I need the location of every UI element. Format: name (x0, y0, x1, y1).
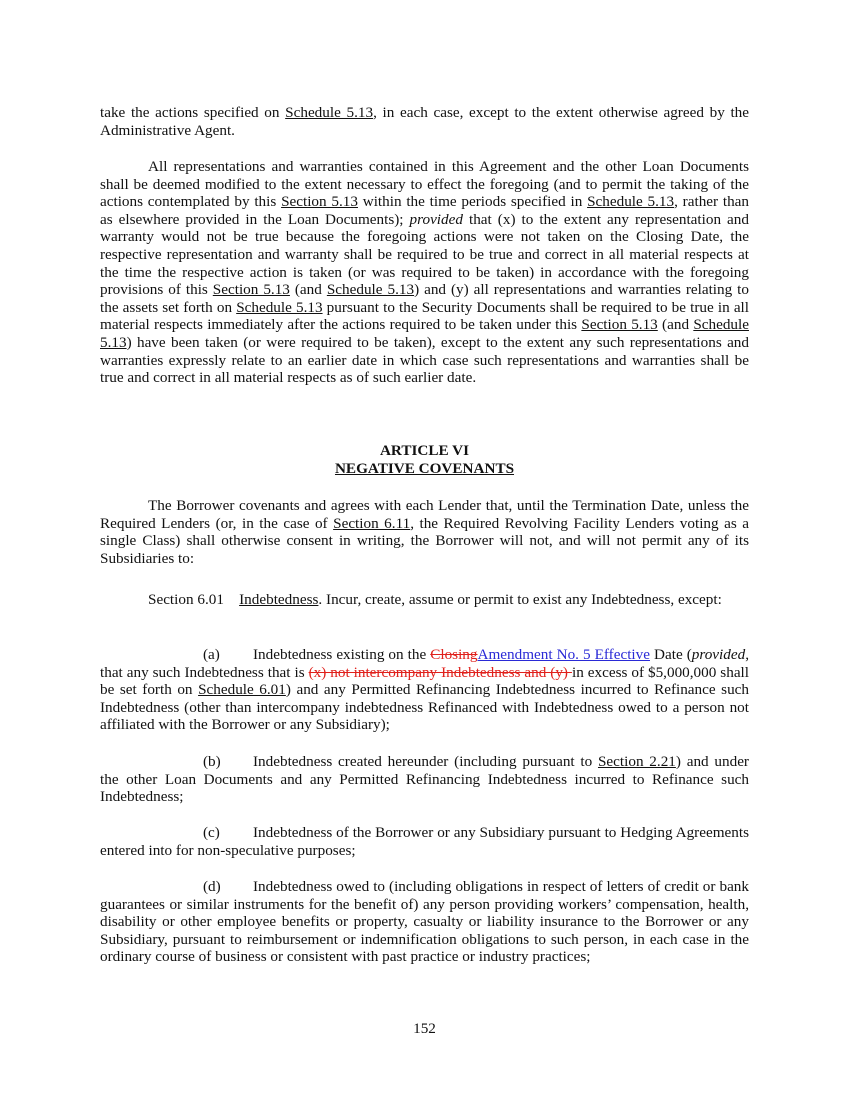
article-number: ARTICLE VI (379, 442, 470, 459)
page-number: 152 (413, 1020, 436, 1037)
inserted-text: Amendment No. 5 Effective (477, 646, 650, 663)
list-item-c: (c) Indebtedness of the Borrower or any Subsidiary pursuant to Hedging Agreements entered into for non-speculative purposes; (100, 824, 749, 859)
item-label: (a) (203, 646, 220, 663)
list-item-d: (d) Indebtedness owed to (including obligations in respect of letters of credit or bank guarantees or similar instruments for the benefit of) any person providing workers’ compensation, health, disability or other employee benefits or property, casualty or liability insurance to the Borrower or any Subsidiary, pursuant to reimbursement or indemnification obligations to such person, in each case in the ordinary course of business or consistent with past practice or industry practices; (100, 878, 749, 966)
intro-paragraph: take the actions specified on Schedule 5.13, in each case, except to the extent otherwise agreed by the Administrative Agent. (100, 104, 749, 139)
section-6-01: Section 6.01 Indebtedness. Incur, create, assume or permit to exist any Indebtedness, except: (148, 591, 722, 608)
item-label: (d) (203, 878, 221, 895)
item-label: (c) (203, 824, 220, 841)
covenant-paragraph: The Borrower covenants and agrees with each Lender that, until the Termination Date, unless the Required Lenders (or, in the case of Section 6.11, the Required Revolving Facility Lenders voting as a single Class) shall otherwise consent in writing, the Borrower will not, and will not permit any of its Subsidiaries to: (100, 497, 750, 567)
section-number: Section 6.01 (148, 591, 224, 608)
deleted-text: Closing (430, 646, 478, 663)
schedule-5-13-reference: Schedule 5.13 (285, 104, 374, 121)
section-heading: Indebtedness (239, 591, 319, 608)
list-item-b: (b) Indebtedness created hereunder (including pursuant to Section 2.21) and under the other Loan Documents and any Permitted Refinancing Indebtedness incurred to Refinance such Indebtedness; (100, 753, 749, 806)
article-title: NEGATIVE COVENANTS (334, 460, 515, 477)
list-item-a: (a) Indebtedness existing on the ClosingAmendment No. 5 Effective Date (provided, that any such Indebtedness that is (x) not intercompany Indebtedness and (y) in excess of $5,000,000 shall be set forth on Schedule 6.01) and any Permitted Refinancing Indebtedness incurred to Refinance such Indebtedness (other than intercompany indebtedness Refinanced with Indebtedness owed to a person not affiliated with the Borrower or any Subsidiary); (100, 646, 750, 734)
representations-paragraph: All representations and warranties contained in this Agreement and the other Loan Documents shall be deemed modified to the extent necessary to effect the foregoing (and to permit the taking of the actions contemplated by this Section 5.13 within the time periods specified in Schedule 5.13, rather than as elsewhere provided in the Loan Documents); provided that (x) to the extent any representation and warranty would not be true because the foregoing actions were not taken on the Closing Date, the respective representation and warranty shall be required to be true and correct in all material respects at the time the respective action is taken (or was required to be taken) in accordance with the foregoing provisions of this Section 5.13 (and Schedule 5.13) and (y) all representations and warranties relating to the assets set forth on Schedule 5.13 pursuant to the Security Documents shall be required to be true in all material respects immediately after the actions required to be taken under this Section 5.13 (and Schedule 5.13) have been taken (or were required to be taken), except to the extent any such representations and warranties expressly relate to an earlier date in which case such representations and warranties shall be true and correct in all material respects as of such earlier date. (100, 158, 750, 387)
deleted-text: (x) not intercompany Indebtedness and (y) (308, 663, 572, 681)
item-label: (b) (203, 753, 221, 770)
